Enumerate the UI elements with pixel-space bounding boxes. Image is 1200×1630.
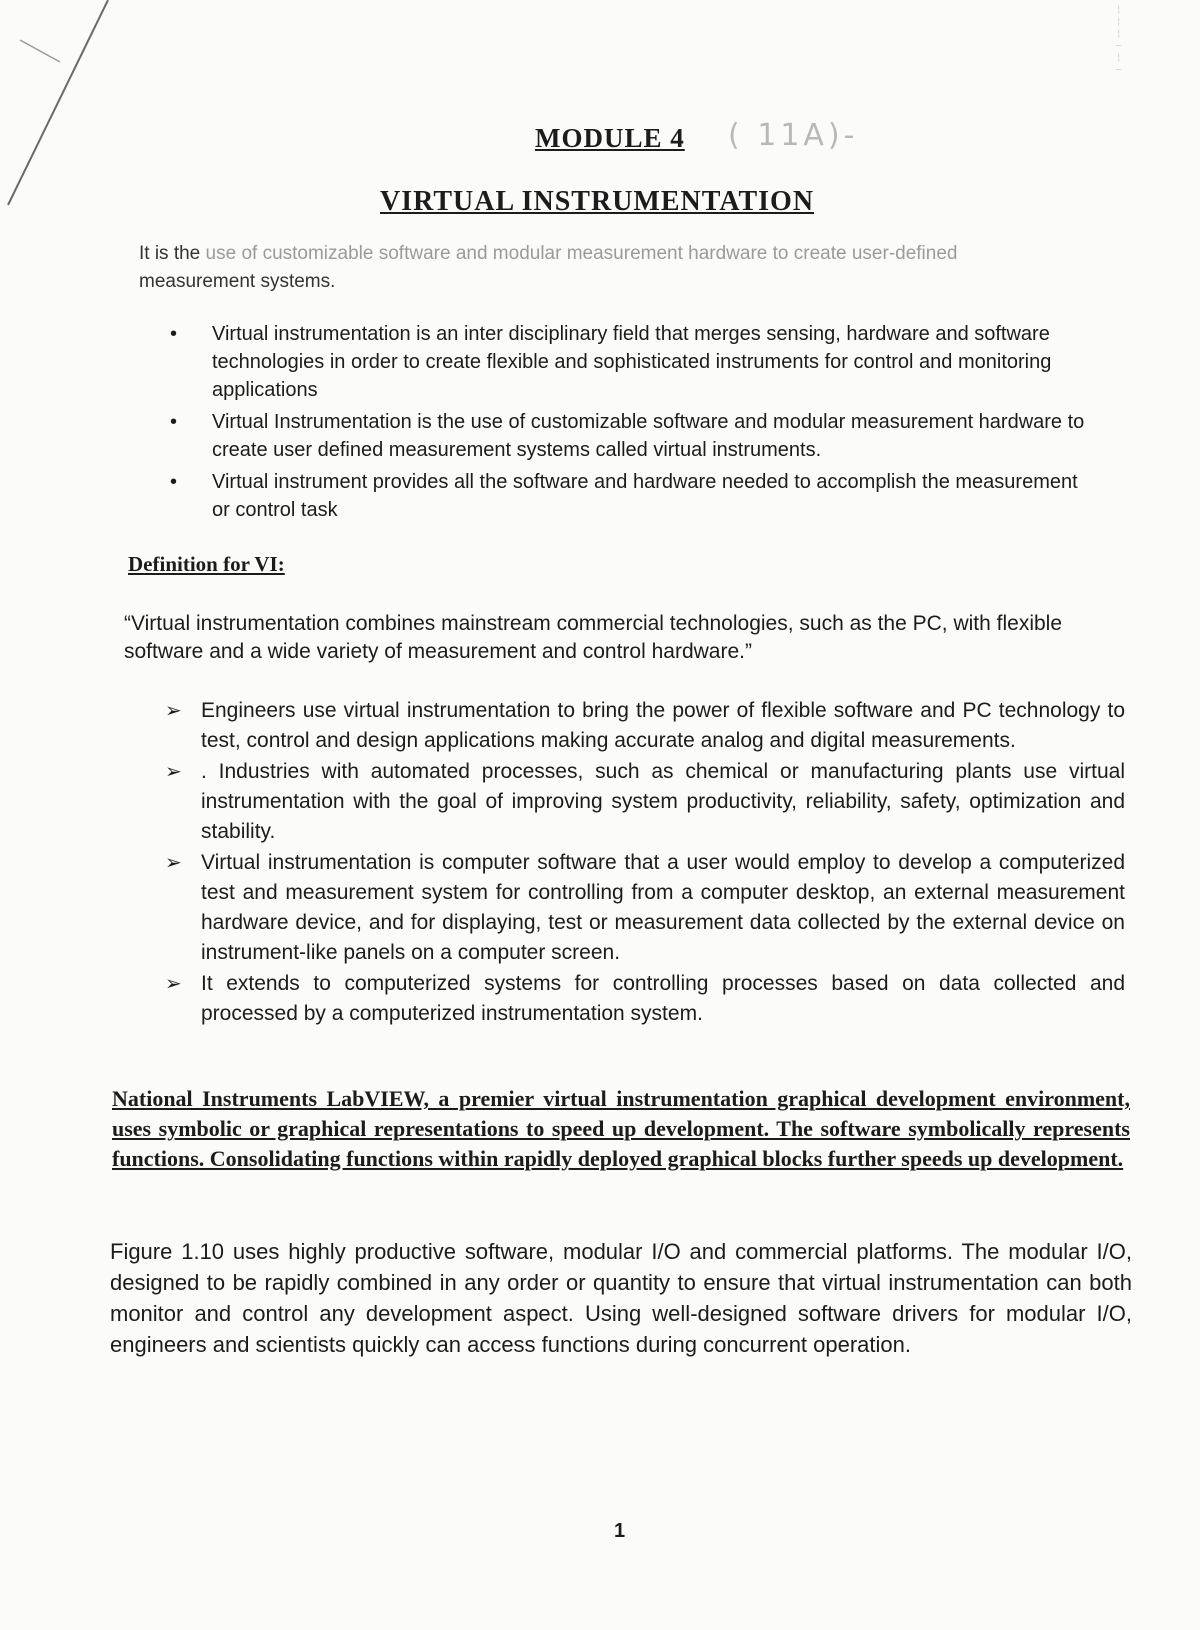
module-title: MODULE 4 bbox=[535, 123, 685, 153]
list-item bbox=[170, 320, 1090, 404]
bullet-dot-icon: • bbox=[170, 323, 178, 345]
bullet-dot-icon: • bbox=[170, 471, 178, 493]
list-item-text: . Industries with automated processes, such as chemical or manufacturing plants use virtual instrumentation with the goal of improving system productivity, reliability, safety, optimization and stability. bbox=[201, 760, 1125, 843]
list-item-text: It extends to computerized systems for controlling processes based on data collected and processed by a computerized instrumentation system. bbox=[201, 972, 1125, 1025]
list-item bbox=[165, 757, 1125, 847]
list-item bbox=[165, 696, 1125, 756]
main-title: VIRTUAL INSTRUMENTATION bbox=[380, 186, 815, 217]
list-item-text: Virtual instrument provides all the software and hardware needed to accomplish the measurement or control task bbox=[212, 471, 1078, 521]
labview-paragraph: National Instruments LabVIEW, a premier virtual instrumentation graphical development environment, uses symbolic or graphical representations to speed up development. The software symbolically represents functions. Consolidating functions within rapidly deployed graphical blocks further speeds up development. bbox=[112, 1086, 1130, 1171]
intro-prefix: It is the bbox=[139, 243, 201, 264]
intro-faded-text: use of customizable software and modular measurement hardware to create user-defined bbox=[205, 243, 958, 264]
list-item bbox=[165, 848, 1125, 968]
intro-paragraph bbox=[139, 240, 1089, 296]
definition-heading: Definition for VI: bbox=[128, 552, 285, 576]
definition-quote: “Virtual instrumentation combines mainstream commercial technologies, such as the PC, with flexible software and a wide variety of measurement and control hardware.” bbox=[124, 612, 1063, 663]
intro-bullet-list bbox=[170, 320, 1090, 528]
arrow-bullet-icon: ➢ bbox=[165, 700, 182, 722]
figure-paragraph: Figure 1.10 uses highly productive software, modular I/O and commercial platforms. The modular I/O, designed to be rapidly combined in any order or quantity to ensure that virtual instrumentation can both monitor and control any development aspect. Using well-designed software drivers for modular I/O, engineers and scientists quickly can access functions during concurrent operation. bbox=[110, 1239, 1132, 1357]
list-item-text: Virtual instrumentation is computer software that a user would employ to develop a computerized test and measurement system for controlling from a computer desktop, an external measurement hardware device, and for displaying, test or measurement data collected by the external device on instrument-like panels on a computer screen. bbox=[201, 851, 1125, 964]
handwritten-note: ( 11A)- bbox=[728, 118, 859, 153]
arrow-bullet-list bbox=[165, 696, 1125, 1030]
list-item-text: Engineers use virtual instrumentation to bring the power of flexible software and PC technology to test, control and design applications making accurate analog and digital measurements. bbox=[201, 699, 1125, 752]
arrow-bullet-icon: ➢ bbox=[165, 973, 182, 995]
list-item-text: Virtual Instrumentation is the use of customizable software and modular measurement hardware to create user defined measurement systems called virtual instruments. bbox=[212, 411, 1085, 461]
arrow-bullet-icon: ➢ bbox=[165, 761, 182, 783]
list-item-text: Virtual instrumentation is an inter disciplinary field that merges sensing, hardware and software technologies in order to create flexible and sophisticated instruments for control and monitoring applications bbox=[212, 323, 1052, 401]
intro-line2: measurement systems. bbox=[139, 271, 336, 292]
arrow-bullet-icon: ➢ bbox=[165, 852, 182, 874]
page-number: 1 bbox=[614, 1520, 626, 1542]
bullet-dot-icon: • bbox=[170, 411, 178, 433]
edge-scan-marks: ¦ ¦ ¦ ‒ ¦ ‒ bbox=[1116, 5, 1122, 75]
list-item bbox=[165, 969, 1125, 1029]
list-item bbox=[170, 408, 1090, 464]
page-fold-line bbox=[0, 0, 120, 230]
list-item bbox=[170, 468, 1090, 524]
